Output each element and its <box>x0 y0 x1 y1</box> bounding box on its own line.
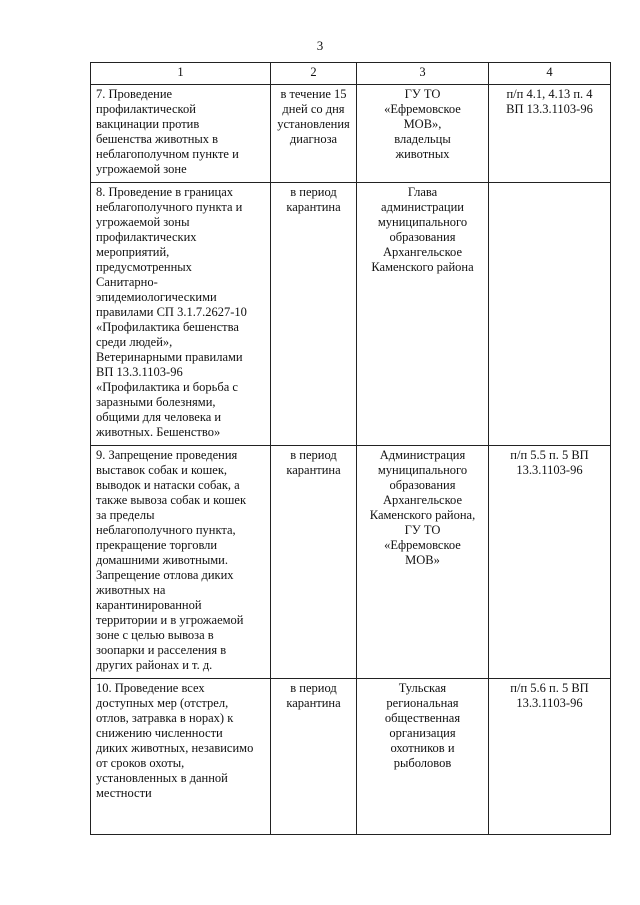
reference-cell: п/п 5.5 п. 5 ВП 13.3.1103-96 <box>489 446 611 679</box>
responsible-cell: Администрация муниципального образования Архангельское Каменского района, ГУ ТО «Ефремовское МОВ» <box>357 446 489 679</box>
reference-cell: п/п 5.6 п. 5 ВП 13.3.1103-96 <box>489 679 611 835</box>
reference-cell <box>489 183 611 446</box>
measures-table <box>90 62 611 835</box>
column-header-1: 1 <box>91 63 271 85</box>
responsible-cell: ГУ ТО «Ефремовское МОВ», владельцы животных <box>357 85 489 183</box>
term-cell: в период карантина <box>271 446 357 679</box>
reference-cell: п/п 4.1, 4.13 п. 4 ВП 13.3.1103-96 <box>489 85 611 183</box>
table-row <box>91 446 611 679</box>
table-row <box>91 183 611 446</box>
column-header-2: 2 <box>271 63 357 85</box>
measure-cell: 10. Проведение всех доступных мер (отстрел, отлов, затравка в норах) к снижению численности диких животных, независимо от сроков охоты, установленных в данной местности <box>91 679 271 835</box>
table-row <box>91 679 611 835</box>
table-header-row <box>91 63 611 85</box>
table-row <box>91 85 611 183</box>
responsible-cell: Глава администрации муниципального образования Архангельское Каменского района <box>357 183 489 446</box>
page-number: 3 <box>316 38 324 53</box>
measure-cell: 8. Проведение в границах неблагополучного пункта и угрожаемой зоны профилактических мероприятий, предусмотренных Санитарно- эпидемиологическими правилами СП 3.1.7.2627-10 «Профилактика бешенства среди людей», Ветеринарными правилами ВП 13.3.1103-96 «Профилактика и борьба с заразными болезнями, общими для человека и животных. Бешенство» <box>91 183 271 446</box>
term-cell: в период карантина <box>271 679 357 835</box>
responsible-cell: Тульская региональная общественная организация охотников и рыболовов <box>357 679 489 835</box>
measure-cell: 9. Запрещение проведения выставок собак и кошек, выводок и натаски собак, а также вывоза собак и кошек за пределы неблагополучного пункта, прекращение торговли домашними животными. Запрещение отлова диких животных на карантинированной территории и в угрожаемой зоне с целью вывоза в зоопарки и расселения в других районах и т. д. <box>91 446 271 679</box>
column-header-4: 4 <box>489 63 611 85</box>
term-cell: в период карантина <box>271 183 357 446</box>
term-cell: в течение 15 дней со дня установления диагноза <box>271 85 357 183</box>
measure-cell: 7. Проведение профилактической вакцинации против бешенства животных в неблагополучном пункте и угрожаемой зоне <box>91 85 271 183</box>
column-header-3: 3 <box>357 63 489 85</box>
